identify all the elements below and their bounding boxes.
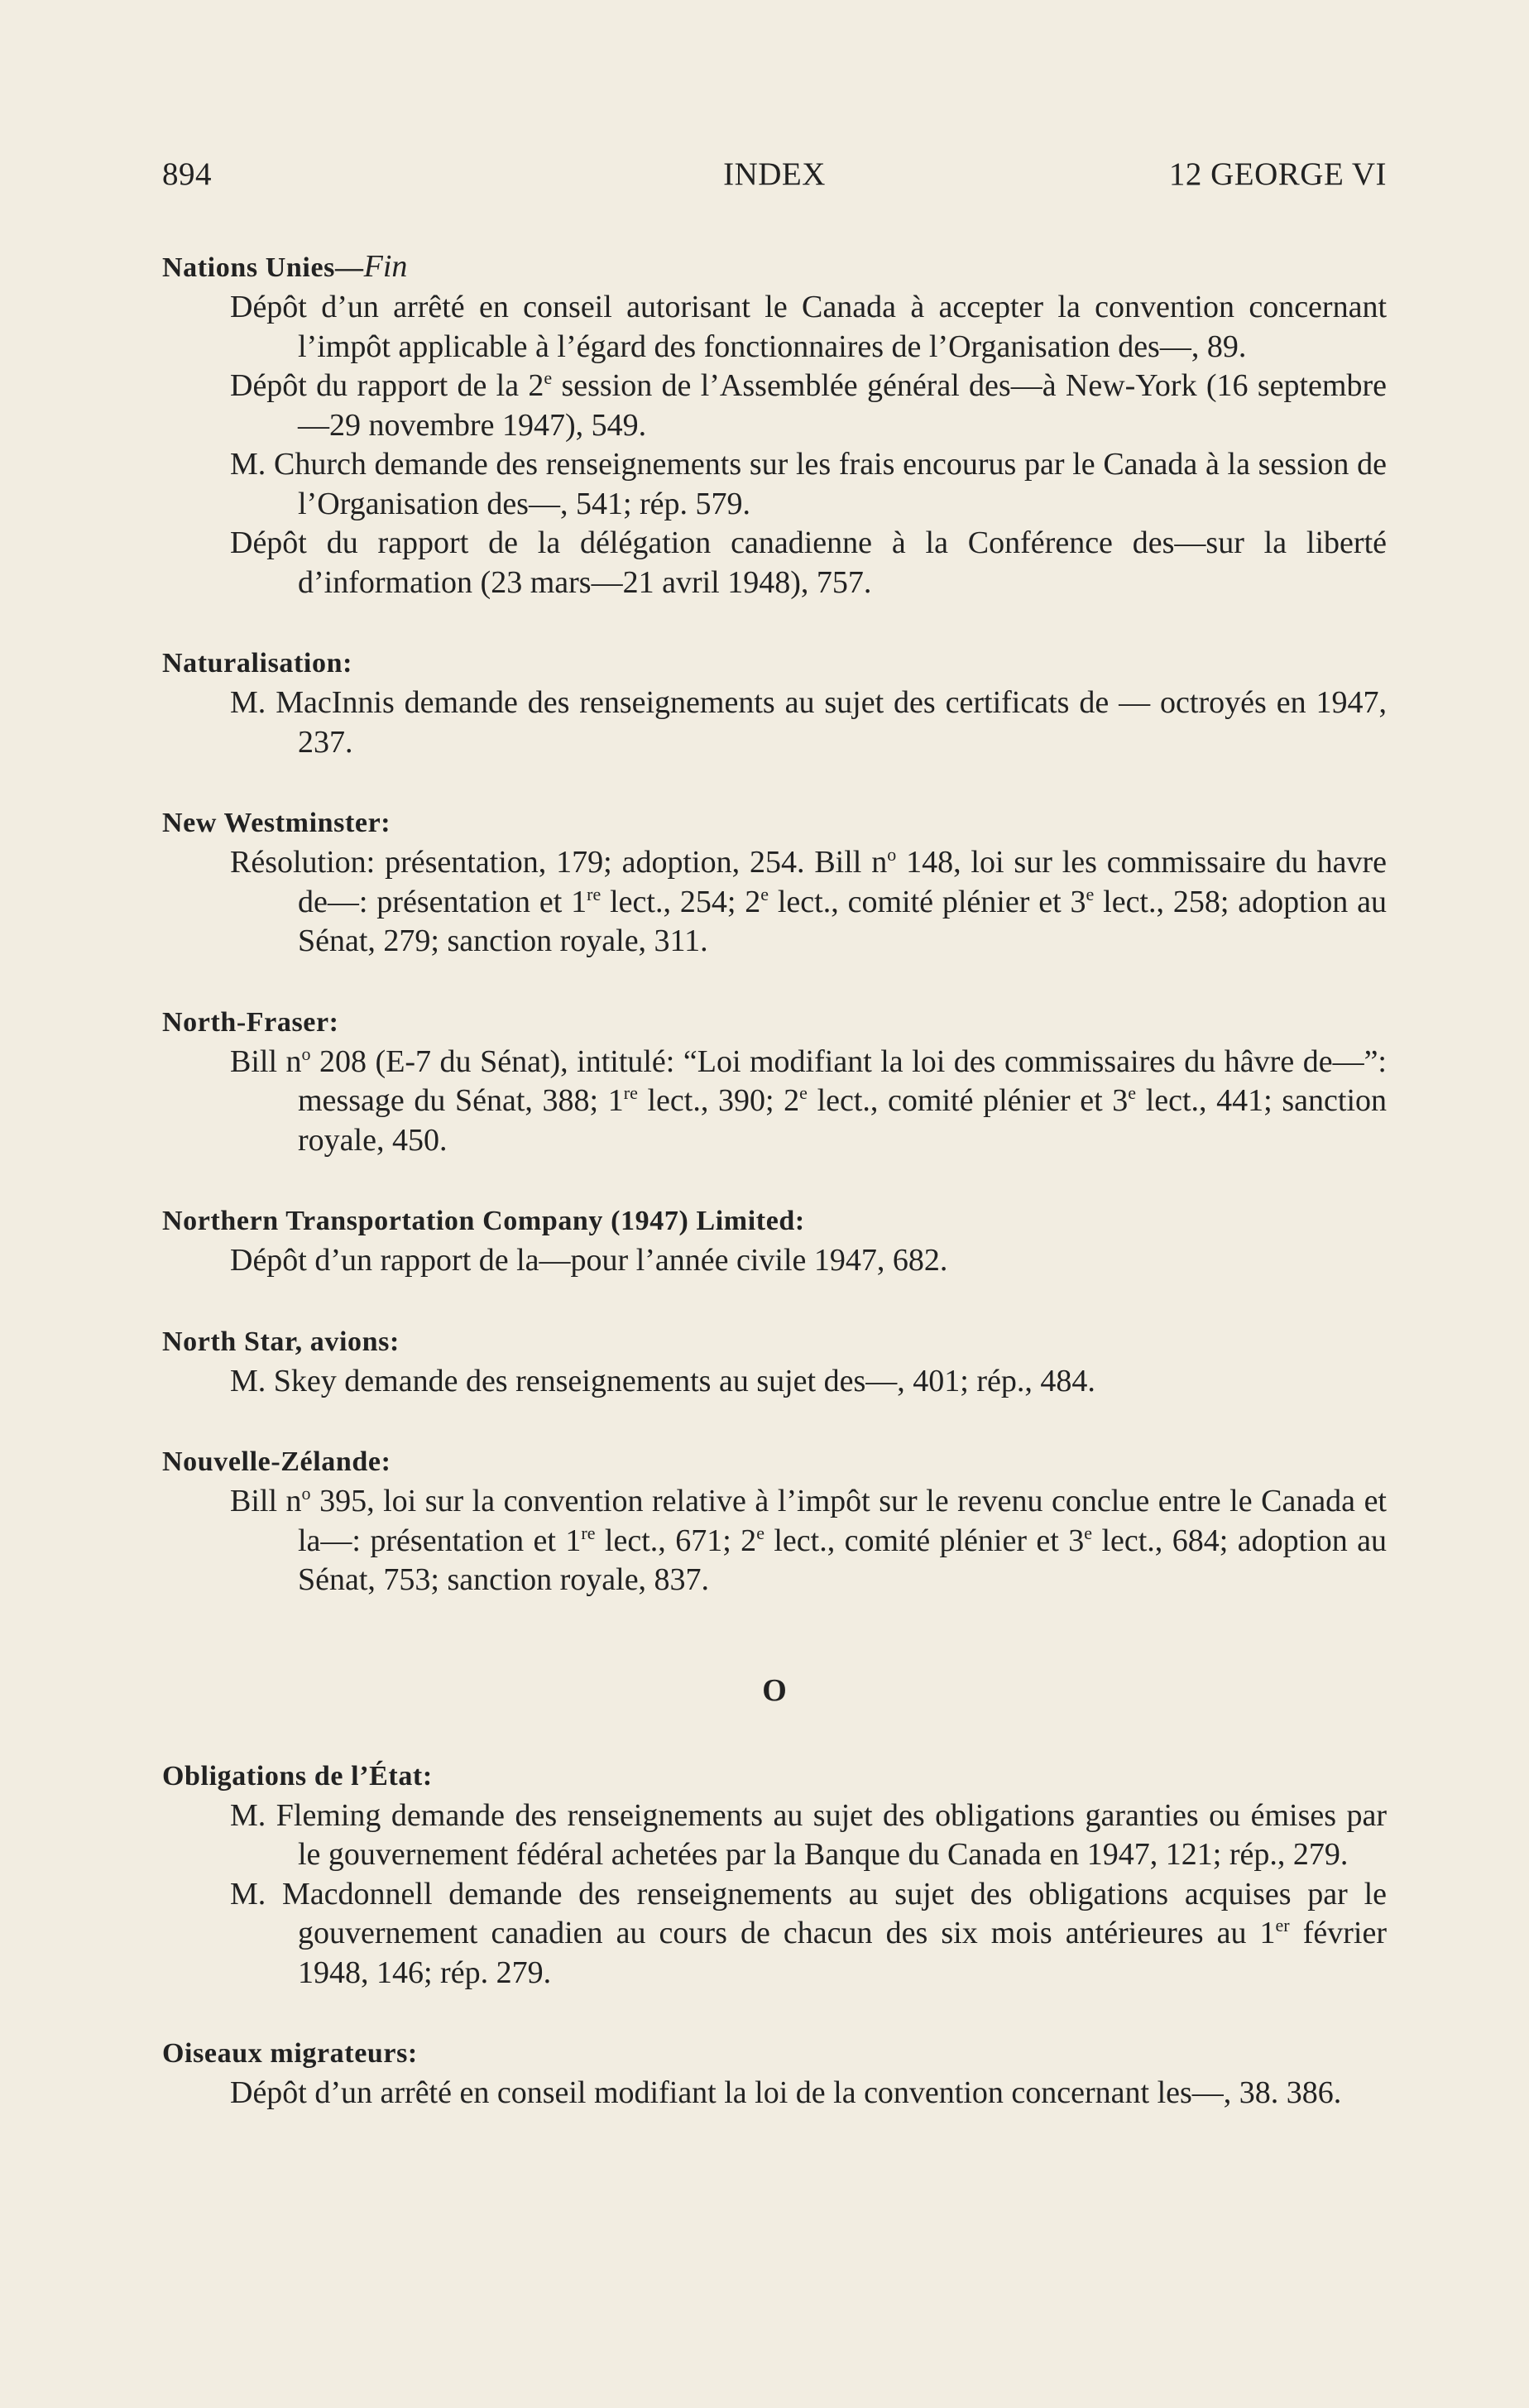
index-entry bbox=[162, 1003, 1387, 1161]
entry-heading: New Westminster: bbox=[162, 808, 391, 838]
entry-item: Dépôt d’un rapport de la—pour l’année civile 1947, 682. bbox=[230, 1243, 948, 1278]
entry-heading: Oiseaux migrateurs: bbox=[162, 2038, 418, 2069]
entry-item: Bill $n^o$ 208 (E-7 du Sénat), intitulé: “Loi modifiant la loi des commissaires du hâvre de—”: message du Sénat, 388; 1re lect., 390; 2e lect., comité plénier et 3e lect., 441; sanction royale, 450. bbox=[230, 1043, 1388, 1158]
entry-heading: Nouvelle-Zélande: bbox=[162, 1446, 391, 1477]
entry-item: Bill $n^o$ 395, loi sur la convention relative à l’impôt sur le revenu conclue entre le Canada et la—: présentation et 1re lect., 671; 2e lect., comité plénier et 3e lect., 684; adoption au Sénat, 753; sanction royale, 837. bbox=[230, 1483, 1387, 1597]
running-head bbox=[162, 156, 1387, 197]
entry-item: M. Macdonnell demande des renseignements au sujet des obligations acquises par le gouvernement canadien au cours de chacun des six mois antérieures au 1er février 1948, 146; rép. 279. bbox=[230, 1876, 1387, 1990]
entry-item: M. Church demande des renseignements sur les frais encourus par le Canada à la session de l’Organisation des—, 541; rép. 579. bbox=[230, 447, 1387, 521]
index-entry bbox=[162, 1442, 1387, 1600]
section-letter: O bbox=[762, 1672, 787, 1708]
index-content bbox=[162, 247, 1387, 2113]
entry-heading: Obligations de l’État: bbox=[162, 1760, 433, 1792]
index-entry bbox=[162, 1202, 1387, 1281]
entry-item: Dépôt du rapport de la délégation canadienne à la Conférence des—sur la liberté d’information (23 mars—21 avril 1948), 757. bbox=[230, 525, 1387, 600]
entry-heading: Nations Unies—Fin bbox=[162, 249, 408, 284]
index-entry bbox=[162, 803, 1387, 962]
entry-heading: Northern Transportation Company (1947) Limited: bbox=[162, 1206, 805, 1236]
index-entry bbox=[162, 247, 1387, 602]
entry-heading: Naturalisation: bbox=[162, 648, 352, 679]
running-head-title: INDEX bbox=[723, 156, 826, 192]
entry-item: M. MacInnis demande des renseignements au sujet des certificats de — octroyés en 1947, 237. bbox=[230, 685, 1387, 760]
entry-item: M. Fleming demande des renseignements au sujet des obligations garanties ou émises par le gouvernement fédéral achetées par la Banque du Canada en 1947, 121; rép., 279. bbox=[230, 1797, 1387, 1872]
running-head-reign: 12 GEORGE VI bbox=[1168, 156, 1387, 192]
index-entry bbox=[162, 644, 1387, 762]
page-number: 894 bbox=[162, 156, 212, 192]
entry-item: Dépôt du rapport de la 2e session de l’Assemblée général des—à New-York (16 septembre—29 novembre 1947), 549. bbox=[230, 367, 1387, 443]
entry-heading: North Star, avions: bbox=[162, 1326, 400, 1357]
continued-label: Fin bbox=[363, 249, 408, 284]
entry-item: Résolution: présentation, 179; adoption, 254. Bill $n^o$ 148, loi sur les commissaire du havre de—: présentation et 1re lect., 254; 2e lect., comité plénier et 3e lect., 258; adoption au Sénat, 279; sanction royale, 311. bbox=[230, 844, 1387, 958]
index-entry bbox=[162, 1322, 1387, 1402]
entry-item: Dépôt d’un arrêté en conseil modifiant la loi de la convention concernant les—, 38. 386. bbox=[230, 2075, 1342, 2110]
index-entry bbox=[162, 2034, 1387, 2113]
index-entry bbox=[162, 1757, 1387, 1993]
entry-item: Dépôt d’un arrêté en conseil autorisant le Canada à accepter la convention concernant l’impôt applicable à l’égard des fonctionnaires de l’Organisation des—, 89. bbox=[230, 290, 1387, 364]
entry-item: M. Skey demande des renseignements au sujet des—, 401; rép., 484. bbox=[230, 1363, 1095, 1398]
entry-heading: North-Fraser: bbox=[162, 1006, 339, 1038]
